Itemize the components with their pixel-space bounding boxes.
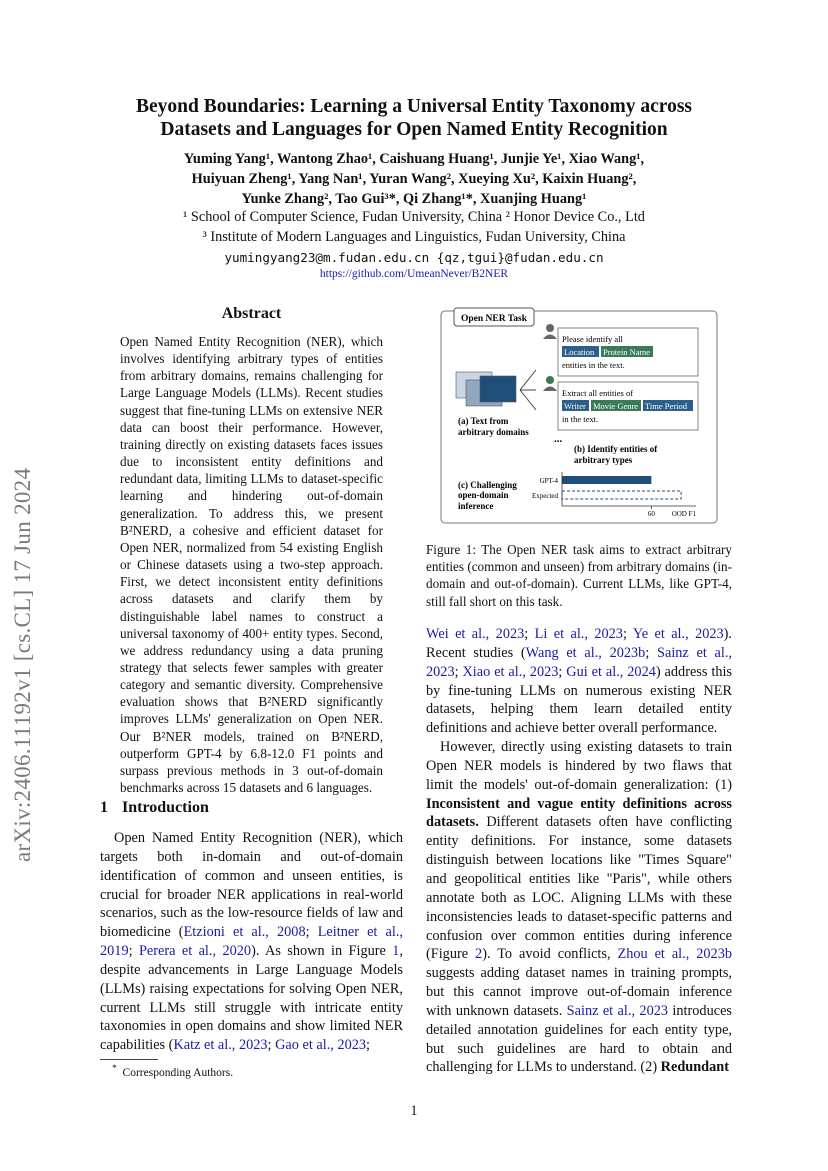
document-icon (480, 376, 516, 402)
footnote: * Corresponding Authors. (112, 1063, 234, 1079)
label-c-line2: open-domain (458, 490, 509, 500)
label-b-line2: arbitrary types (574, 455, 633, 465)
authors-line-2: Huiyuan Zheng¹, Yang Nan¹, Yuran Wang², Xueying Xu², Kaixin Huang², (191, 171, 637, 187)
abstract-text: Open Named Entity Recognition (NER), which involves identifying arbitrary types of entities from arbitrary domains, remains challenging for Large Language Models (LLMs). Recent studies suggest that fine-tuning LLMs on extensive NER data can boost their performance. However, training directly on existing datasets faces issues due to inconsistent entity definitions and redundant data, limiting LLMs to dataset-specific learning and hindering out-of-domain generalization. To address this, we present B²NERD, a cohesive and efficient dataset for Open NER, normalized from 54 existing English or Chinese datasets using a two-step approach. First, we detect inconsistent entity definitions across datasets and clarify them by distinguishable label names to construct a universal taxonomy of 400+ entity types. Second, we address redundancy using a data pruning strategy that selects fewer samples with greater category and semantic diversity. Comprehensive evaluation shows that B²NERD significantly improves LLMs' generalization on Open NER. Our B²NER models, trained on B²NERD, outperform GPT-4 by 6.8-12.0 F1 points and surpass previous methods in 3 out-of-domain benchmarks across 15 datasets and 6 languages. (120, 334, 383, 796)
svg-text:Location: Location (564, 347, 595, 357)
citation-link[interactable]: Li et al., 2023 (534, 626, 623, 642)
svg-text:Please identify all: Please identify all (562, 334, 623, 344)
citation-link[interactable]: Katz et al., 2023 (173, 1037, 268, 1054)
citation-link[interactable]: Gui et al., 2024 (566, 663, 656, 680)
figure-1 (440, 306, 718, 524)
authors-line-3: Yunke Zhang², Tao Gui³*, Qi Zhang¹*, Xuanjing Huang¹ (241, 191, 587, 207)
arxiv-identifier: arXiv:2406.11192v1 [cs.CL] 17 Jun 2024 (10, 467, 35, 862)
author-list (80, 149, 748, 209)
section-heading-introduction (100, 799, 223, 817)
citation-link[interactable]: Ye et al., 2023 (632, 626, 724, 642)
citation-link[interactable]: Xiao et al., 2023 (462, 663, 559, 680)
bar-gpt4 (562, 476, 651, 484)
paper-title (80, 95, 748, 141)
section-number: 1 (100, 799, 108, 816)
label-c-line1: (c) Challenging (458, 480, 517, 490)
label-b-line1: (b) Identify entities of (574, 444, 658, 454)
page-number: 1 (410, 1103, 418, 1119)
svg-text:Writer: Writer (564, 401, 586, 411)
label-a-line2: arbitrary domains (458, 427, 529, 437)
bar-label: GPT-4 (539, 477, 558, 485)
figure-ref-link[interactable]: 1 (392, 943, 400, 960)
user-icon (546, 324, 554, 332)
repo-link[interactable]: https://github.com/UmeanNever/B2NER (319, 268, 509, 280)
figure-ref-link[interactable]: 2 (475, 946, 483, 963)
user-icon (546, 376, 554, 384)
svg-text:Protein Name: Protein Name (603, 347, 650, 357)
citation-link[interactable]: Zhou et al., 2023b (617, 946, 732, 963)
citation-link[interactable]: Gao et al., 2023 (275, 1037, 367, 1054)
footnote-rule (100, 1059, 158, 1060)
citation-link[interactable]: Leitner et al., 2019 (100, 924, 403, 960)
affiliation-1: ¹ School of Computer Science, Fudan University, China ² Honor Device Co., Ltd (183, 209, 645, 225)
section-title: Introduction (122, 799, 209, 816)
label-a-line1: (a) Text from (458, 416, 509, 426)
abstract-heading: Abstract (221, 305, 282, 322)
intro-paragraph-right: Wei et al., 2023; Li et al., 2023; Ye et al., 2023). Recent studies (Wang et al., 2023b; Sainz et al., 2023; Xiao et al., 2023; Gui et al., 2024) address this by fine-tuning LLMs on numerous existing NER datasets, helping them learn detailed entity definitions and achieve better overall performance. However, directly using existing datasets to train Open NER models is hindered by two flaws that limit the models' out-of-domain generalization: (1) Inconsistent and vague entity definitions across datasets. Different datasets often have conflicting entity definitions. For instance, some datasets distinguish between locations like "Times Square" and geopolitical entities like "Paris", while others annotate both as LOC. Aligning LLMs with these inconsistencies leads to dataset-specific patterns and confusion over common entities during inference (Figure 2). To avoid conflicts, Zhou et al., 2023b suggests adding dataset names in training prompts, but this cannot improve out-of-domain inference with unknown datasets. Sainz et al., 2023 introduces detailed annotation guidelines for each entity type, but such guidelines are hard to obtain and challenging for LLMs to understand. (2) Redundant (426, 626, 733, 1076)
citation-link[interactable]: Sainz et al., 2023 (426, 644, 733, 680)
x-axis-label: OOD F1 (671, 510, 696, 518)
intro-paragraph-left: Open Named Entity Recognition (NER), which targets both in-domain and out-of-domain identification of common and unseen entities, is crucial for broader NER applications in real-world scenarios, such as the low-resource fields of law and biomedicine (Etzioni et al., 2008; Leitner et al., 2019; Perera et al., 2020). As shown in Figure 1, despite advancements in Large Language Models (LLMs) raising expectations for solving Open NER, current LLMs still struggle with intricate entity taxonomies in open domains and show limited NER capabilities (Katz et al., 2023; Gao et al., 2023; (100, 830, 403, 1054)
author-emails: yumingyang23@m.fudan.edu.cn {qz,tgui}@fudan.edu.cn (224, 250, 604, 265)
citation-link[interactable]: Wang et al., 2023b (525, 644, 646, 661)
svg-text:Movie Genre: Movie Genre (593, 401, 639, 411)
citation-link[interactable]: Etzioni et al., 2008 (183, 924, 306, 941)
title-line-2: Datasets and Languages for Open Named Entity Recognition (160, 119, 668, 140)
svg-text:Time Period: Time Period (645, 401, 687, 411)
citation-link[interactable]: Perera et al., 2020 (138, 943, 252, 960)
bar-label: Expected (531, 492, 558, 500)
title-line-1: Beyond Boundaries: Learning a Universal Entity Taxonomy across (135, 96, 692, 117)
svg-text:in the text.: in the text. (562, 414, 599, 424)
figure-1-caption: Figure 1: The Open NER task aims to extract arbitrary entities (common and unseen) from arbitrary domains (in-domain and out-of-domain). Current LLMs, like GPT-4, still fall short on this task. (426, 542, 732, 609)
task-label: Open NER Task (460, 314, 528, 324)
citation-link[interactable]: Wei et al., 2023 (426, 626, 525, 642)
citation-link[interactable]: Sainz et al., 2023 (566, 1002, 669, 1019)
x-tick-label: 60 (647, 510, 655, 518)
svg-text:Extract all entities of: Extract all entities of (562, 388, 634, 398)
ellipsis: ... (554, 433, 563, 445)
authors-line-1: Yuming Yang¹, Wantong Zhao¹, Caishuang Huang¹, Junjie Ye¹, Xiao Wang¹, (183, 151, 645, 167)
label-c-line3: inference (458, 501, 494, 511)
svg-text:entities in the text.: entities in the text. (562, 360, 625, 370)
affiliation-2: ³ Institute of Modern Languages and Linguistics, Fudan University, China (202, 229, 626, 245)
